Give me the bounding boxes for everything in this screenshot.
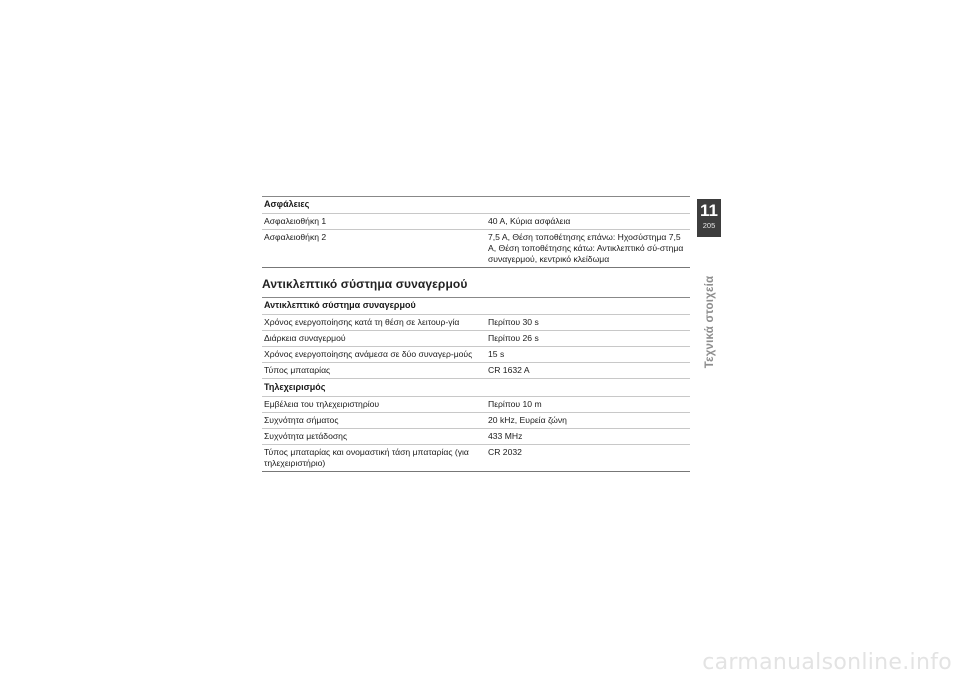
row-label: Ασφαλειοθήκη 2	[262, 230, 482, 268]
row-value: 433 MHz	[482, 429, 690, 445]
row-label: Διάρκεια συναγερμού	[262, 331, 482, 347]
row-value: 20 kHz, Ευρεία ζώνη	[482, 413, 690, 429]
row-value: 7,5 A, Θέση τοποθέτησης επάνω: Ηχοσύστημα 7,5 A, Θέση τοποθέτησης κάτω: Αντικλεπτικό σύ-στημα συναγερμού, κεντρικό κλείδωμα	[482, 230, 690, 268]
row-label: Ασφαλειοθήκη 1	[262, 214, 482, 230]
table-row	[262, 397, 690, 413]
chapter-label: Τεχνικά στοιχεία	[704, 275, 716, 369]
alarm-title: Αντικλεπτικό σύστημα συναγερμού	[262, 298, 690, 315]
remote-title: Τηλεχειρισμός	[262, 379, 690, 397]
row-label: Συχνότητα σήματος	[262, 413, 482, 429]
chapter-number: 11	[700, 201, 718, 220]
row-value: CR 2032	[482, 445, 690, 472]
chapter-marker	[697, 199, 721, 237]
row-label: Τύπος μπαταρίας και ονομαστική τάση μπαταρίας (για τηλεχειριστήριο)	[262, 445, 482, 472]
row-value: CR 1632 A	[482, 363, 690, 379]
row-value: Περίπου 30 s	[482, 315, 690, 331]
fuses-table	[262, 196, 690, 268]
table-row	[262, 315, 690, 331]
table-row	[262, 363, 690, 379]
alarm-table	[262, 297, 690, 472]
table-row	[262, 413, 690, 429]
row-value: 15 s	[482, 347, 690, 363]
content-area	[262, 196, 690, 472]
fuses-title: Ασφάλειες	[262, 197, 690, 214]
table-header	[262, 197, 690, 214]
table-row	[262, 445, 690, 472]
watermark: carmanualsonline.info	[702, 650, 952, 675]
row-label: Εμβέλεια του τηλεχειριστηρίου	[262, 397, 482, 413]
row-label: Τύπος μπαταρίας	[262, 363, 482, 379]
table-row	[262, 214, 690, 230]
row-value: 40 A, Κύρια ασφάλεια	[482, 214, 690, 230]
table-subheader	[262, 379, 690, 397]
table-row	[262, 331, 690, 347]
row-value: Περίπου 10 m	[482, 397, 690, 413]
page-number: 205	[702, 221, 716, 230]
table-row	[262, 230, 690, 268]
table-row	[262, 347, 690, 363]
section-title: Αντικλεπτικό σύστημα συναγερμού	[262, 277, 468, 291]
row-value: Περίπου 26 s	[482, 331, 690, 347]
row-label: Χρόνος ενεργοποίησης ανάμεσα σε δύο συναγερ-μούς	[262, 347, 482, 363]
row-label: Χρόνος ενεργοποίησης κατά τη θέση σε λειτουρ-γία	[262, 315, 482, 331]
table-header	[262, 298, 690, 315]
table-row	[262, 429, 690, 445]
row-label: Συχνότητα μετάδοσης	[262, 429, 482, 445]
